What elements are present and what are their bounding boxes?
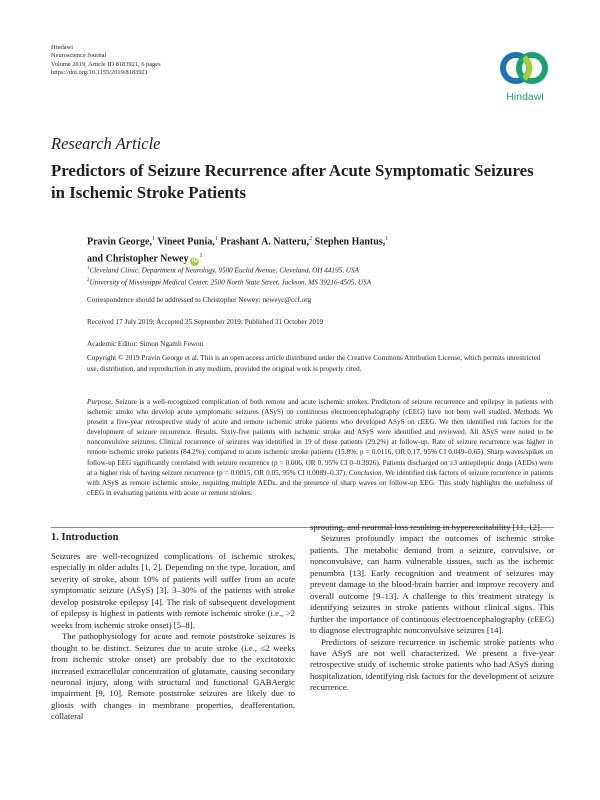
abstract-results-label: Results. xyxy=(195,428,218,437)
paragraph: Seizures profoundly impact the outcomes of ischemic stroke patients. The metabolic demand from a seizure, convulsive, or nonconvulsive, can harm vulnerable tissues, such as the ischemic penumbra [13]. Early recognition and treatment of seizures may prevent damage to the blood-brain barrier and improve recovery and overall outcome [9–13]. A challenge to this treatment strategy is identifying seizures in stroke patients without clinical signs. This further the importance of continuous electroencephalography (cEEG) to diagnose electrographic nonconvulsive seizures [14]. xyxy=(310,533,554,636)
hindawi-logo xyxy=(494,44,554,106)
author-list xyxy=(87,232,507,267)
abstract xyxy=(87,397,553,498)
publisher-name: Hindawi xyxy=(51,44,74,51)
abstract-methods: We present a five-year retrospective study of acute and remote ischemic stroke patients who developed ASyS on cEEG. We then identified risk factors for the development of seizure recurrence. xyxy=(87,408,553,437)
author-affiliation-mark: 1 xyxy=(385,236,389,242)
affiliation xyxy=(87,264,537,275)
affiliation-text: University of Mississippi Medical Center, 2500 North State Street, Jackson, MS 39216-4505, USA xyxy=(89,278,372,287)
correspondence: Correspondence should be addressed to Christopher Newey; neweyc@ccf.org xyxy=(87,296,312,304)
paragraph: Seizures are well-recognized complications of ischemic strokes, especially in older adults [1, 2]. Depending on the type, location, and severity of stroke, about 10% of patients will suffer from an acute symptomatic seizure (ASyS) [3]. 3–30% of the patients with stroke develop poststroke epilepsy [4]. The risk of subsequent development of epilepsy is highest in patients with remote ischemic stroke (i.e., >2 weeks from ischemic stroke onset) [5–8]. xyxy=(51,551,295,630)
abstract-conclusion-label: Conclusion. xyxy=(348,468,384,477)
author-name[interactable]: Stephen Hantus, xyxy=(314,236,386,248)
paragraph: Predictors of seizure recurrence in ischemic stroke patients who have ASyS are not well characterized. We present a five-year retrospective study of ischemic stroke patients who had ASyS during hospitalization, identifying risk factors for the development of seizure recurrence. xyxy=(310,636,554,693)
abstract-methods-label: Methods. xyxy=(514,408,541,417)
author-affiliation-mark: 1 xyxy=(199,253,203,260)
volume-line: Volume 2019, Article ID 8183921, 6 pages xyxy=(51,60,161,68)
paragraph: The pathophysiology for acute and remote poststroke seizures is thought to be distinct. Seizures due to acute stroke (i.e., ≤2 weeks from ischemic stroke onset) are probably due to the excitotoxic increased extracellular concentration of glutamate, causing secondary neuronal injury, along with structural and functional GABAergic impairment [9, 10]. Remote poststroke seizures are likely due to gliosis with changes in membrane properties, deafferentation, collateral xyxy=(51,631,295,722)
affiliation-number: 1 xyxy=(87,266,90,271)
author-name[interactable]: Prashant A. Natteru, xyxy=(220,236,310,248)
journal-meta xyxy=(51,44,161,77)
journal-name: Neuroscience Journal xyxy=(51,52,107,60)
orcid-icon[interactable]: iD xyxy=(191,257,198,264)
author-affiliation-mark: 2 xyxy=(309,236,313,242)
author-name[interactable]: Pravin George, xyxy=(87,236,152,248)
article-type: Research Article xyxy=(51,134,161,153)
author-affiliation-mark: 1 xyxy=(214,236,218,242)
abstract-purpose: Seizure is a well-recognized complication of both remote and acute ischemic strokes. Predictors of seizure recurrence and epilepsy in patients with ischemic stroke who develop acute symptomatic seizures (ASyS) on continuous electroencephalography (cEEG) have not been well studied. xyxy=(87,398,553,417)
affiliation-text: Cleveland Clinic, Department of Neurology, 9500 Euclid Avenue, Cleveland, OH 44195, USA xyxy=(89,266,359,275)
abstract-results: Sixty-five patients with ischemic stroke and ASyS were identified and reviewed. All ASyS were noted to be nonconvulsive seizures. Clinical recurrence of seizures was identified in 19 of these patients (29.2%) at follow-up. Rate of seizure recurrence was higher in remote ischemic stroke patients (84.2%), compared to acute ischemic stroke patients (15.8%, p = 0.0116, OR 0.17, 95% CI 0.049–0.65). Sharp waves/spikes on follow-up EEG significantly correlated with seizure recurrence (p = 0.006, OR 0, 95% CI 0–0.3926). Patients discharged on ≥3 antiepileptic drugs (AEDs) were at a higher risk of having seizure recurrence (p = 0.0015, OR 0.05, 95% CI 0.0089–0.37). xyxy=(87,428,553,477)
affiliation-number: 2 xyxy=(87,278,90,283)
right-column xyxy=(310,522,554,694)
article-title: Predictors of Seizure Recurrence after Acute Symptomatic Seizures in Ischemic Stroke Patients xyxy=(51,161,534,202)
hindawi-logo-icon xyxy=(494,44,554,90)
publication-dates: Received 17 July 2019; Accepted 25 September 2019; Published 31 October 2019 xyxy=(87,318,324,326)
abstract-purpose-label: Purpose. xyxy=(87,398,113,406)
affiliation xyxy=(87,276,537,287)
logo-wordmark: Hindawi xyxy=(506,91,544,103)
author-name[interactable]: Vineet Punia, xyxy=(157,236,215,248)
academic-editor: Academic Editor: Simon Ngamli Fewou xyxy=(87,340,204,348)
author-affiliation-mark: 1 xyxy=(151,236,155,242)
paragraph: sprouting, and neuronal loss resulting in hyperexcitability [11, 12]. xyxy=(310,522,543,532)
copyright-notice: Copyright © 2019 Pravin George et al. This is an open access article distributed under the Creative Commons Attribution License, which permits unrestricted use, distribution, and reproduction in any medium, provided the original work is properly cited. xyxy=(87,354,541,373)
abstract-conclusion: We identified risk factors of seizure recurrence in patients with ASyS as remote ischemic stroke, requiring multiple AEDs, and the presence of sharp waves on follow-up EEG. This study highlights the usefulness of cEEG in evaluating patients with acute or remote strokes. xyxy=(87,468,553,497)
section-heading: 1. Introduction xyxy=(51,532,119,543)
left-column xyxy=(51,551,295,723)
author-name[interactable]: and Christopher Newey xyxy=(87,253,189,265)
doi-link[interactable]: https://doi.org/10.1155/2019/8183921 xyxy=(51,68,148,76)
